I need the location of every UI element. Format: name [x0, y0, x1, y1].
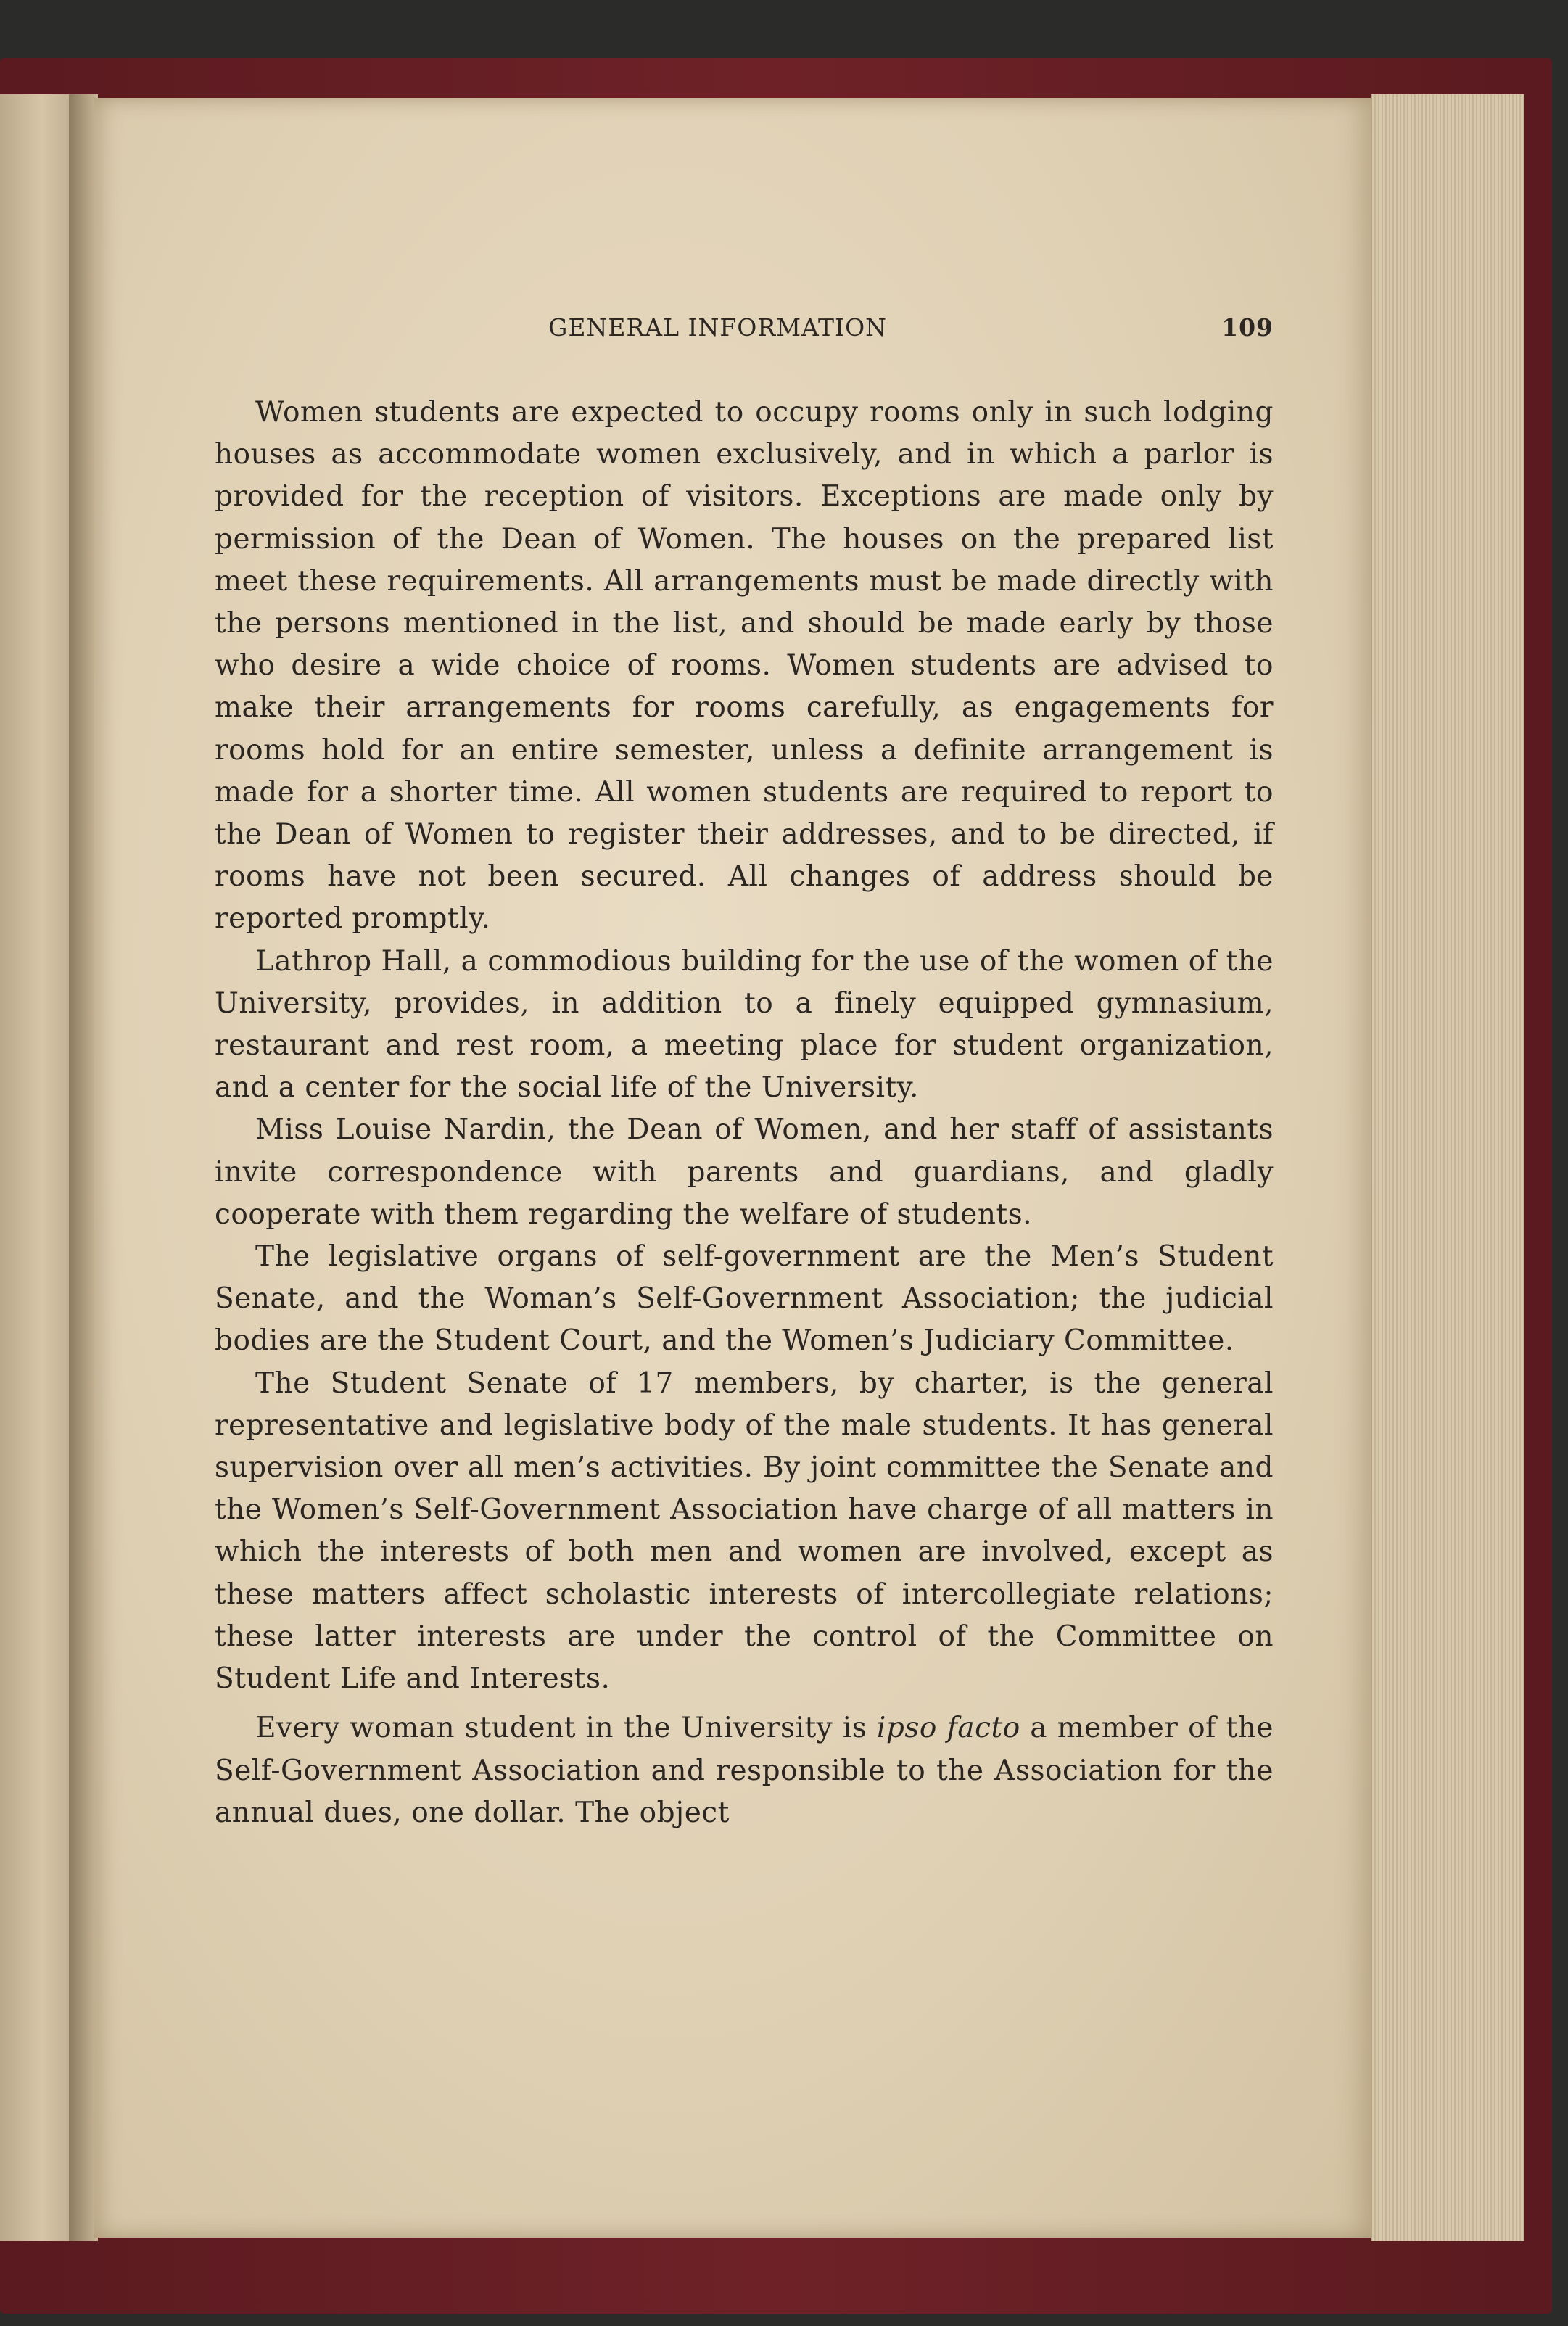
body-text	[215, 392, 1274, 1834]
dues-text-italic: ipso facto	[876, 1712, 1020, 1745]
page-number: 109	[1221, 313, 1274, 342]
paragraph-self-government: The legislative organs of self-government are the Men’s Student Senate, and the Woman’s Self-Government Association; the judicial bodies are the Student Court, and the Women’s Judiciary Committee.	[215, 1240, 1274, 1358]
paragraph-rooms: Women students are expected to occupy rooms only in such lodging houses as accommodate women exclusively, and in which a parlor is provided for the reception of visitors. Exceptions are made only by permission of the Dean of Women. The houses on the prepared list meet these requirements. All arrangements must be made directly with the persons mentioned in the list, and should be made early by those who desire a wide choice of rooms. Women students are advised to make their arrangements for rooms carefully, as engagements for rooms hold for an entire semester, unless a definite arrangement is made for a shorter time. All women students are required to report to the Dean of Women to register their addresses, and to be directed, if rooms have not been secured. All changes of address should be reported promptly.	[215, 396, 1274, 936]
running-head-title: GENERAL INFORMATION	[548, 313, 887, 342]
book-gutter	[69, 94, 98, 2241]
paragraph-dean-of-women: Miss Louise Nardin, the Dean of Women, and her staff of assistants invite correspondence with parents and guardians, and gladly cooperate with them regarding the welfare of students.	[215, 1113, 1274, 1231]
paragraph-lathrop-hall: Lathrop Hall, a commodious building for the use of the women of the University, provides, in addition to a finely equipped gymnasium, restaurant and rest room, a meeting place for student organization, and a center for the social life of the University.	[215, 944, 1274, 1105]
running-head	[215, 313, 1274, 350]
dues-text-before: Every woman student in the University is	[255, 1712, 877, 1745]
page-edges	[1371, 94, 1524, 2241]
paragraph-association-dues	[215, 1707, 1274, 1834]
left-page-edge	[0, 94, 70, 2241]
paragraph-student-senate: The Student Senate of 17 members, by charter, is the general representative and legislative body of the male students. It has general supervision over all men’s activities. By joint committee the Senate and the Women’s Self-Government Association have charge of all matters in which the interests of both men and women are involved, except as these matters affect scholastic interests of intercollegiate relations; these latter interests are under the control of the Committee on Student Life and Interests.	[215, 1366, 1274, 1696]
dues-text-after: a member of the Self-Government Association and responsible to the Association for the annual dues, one dollar. The object	[215, 1712, 1274, 1829]
